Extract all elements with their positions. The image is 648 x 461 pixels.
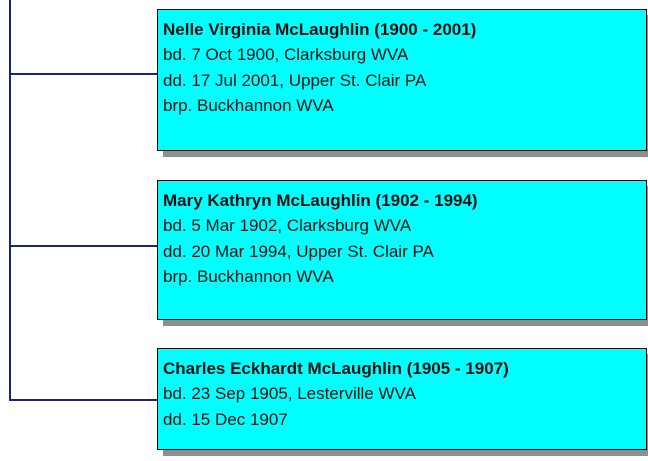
- person-card-1[interactable]: [157, 9, 647, 151]
- person-death: dd. 20 Mar 1994, Upper St. Clair PA: [163, 241, 434, 261]
- sibling-connector-vertical: [9, 0, 11, 401]
- person-card-2[interactable]: [157, 180, 647, 320]
- person-death: dd. 17 Jul 2001, Upper St. Clair PA: [163, 70, 427, 90]
- person-name: Charles Eckhardt McLaughlin (1905 - 1907): [163, 359, 509, 378]
- connector-to-person-3: [9, 399, 157, 401]
- person-card-box[interactable]: [157, 348, 647, 450]
- connector-to-person-2: [9, 245, 157, 247]
- person-burial: brp. Buckhannon WVA: [163, 96, 334, 115]
- person-burial: brp. Buckhannon WVA: [163, 267, 334, 286]
- person-name: Nelle Virginia McLaughlin (1900 - 2001): [163, 20, 477, 39]
- person-card-3[interactable]: [157, 348, 647, 450]
- person-birth: bd. 7 Oct 1900, Clarksburg WVA: [163, 45, 409, 64]
- person-birth: bd. 5 Mar 1902, Clarksburg WVA: [163, 216, 412, 235]
- person-death: dd. 15 Dec 1907: [163, 409, 288, 429]
- person-card-box[interactable]: [157, 9, 647, 151]
- connector-to-person-1: [9, 73, 157, 75]
- person-name: Mary Kathryn McLaughlin (1902 - 1994): [163, 191, 478, 210]
- person-card-box[interactable]: [157, 180, 647, 320]
- person-birth: bd. 23 Sep 1905, Lesterville WVA: [163, 384, 416, 403]
